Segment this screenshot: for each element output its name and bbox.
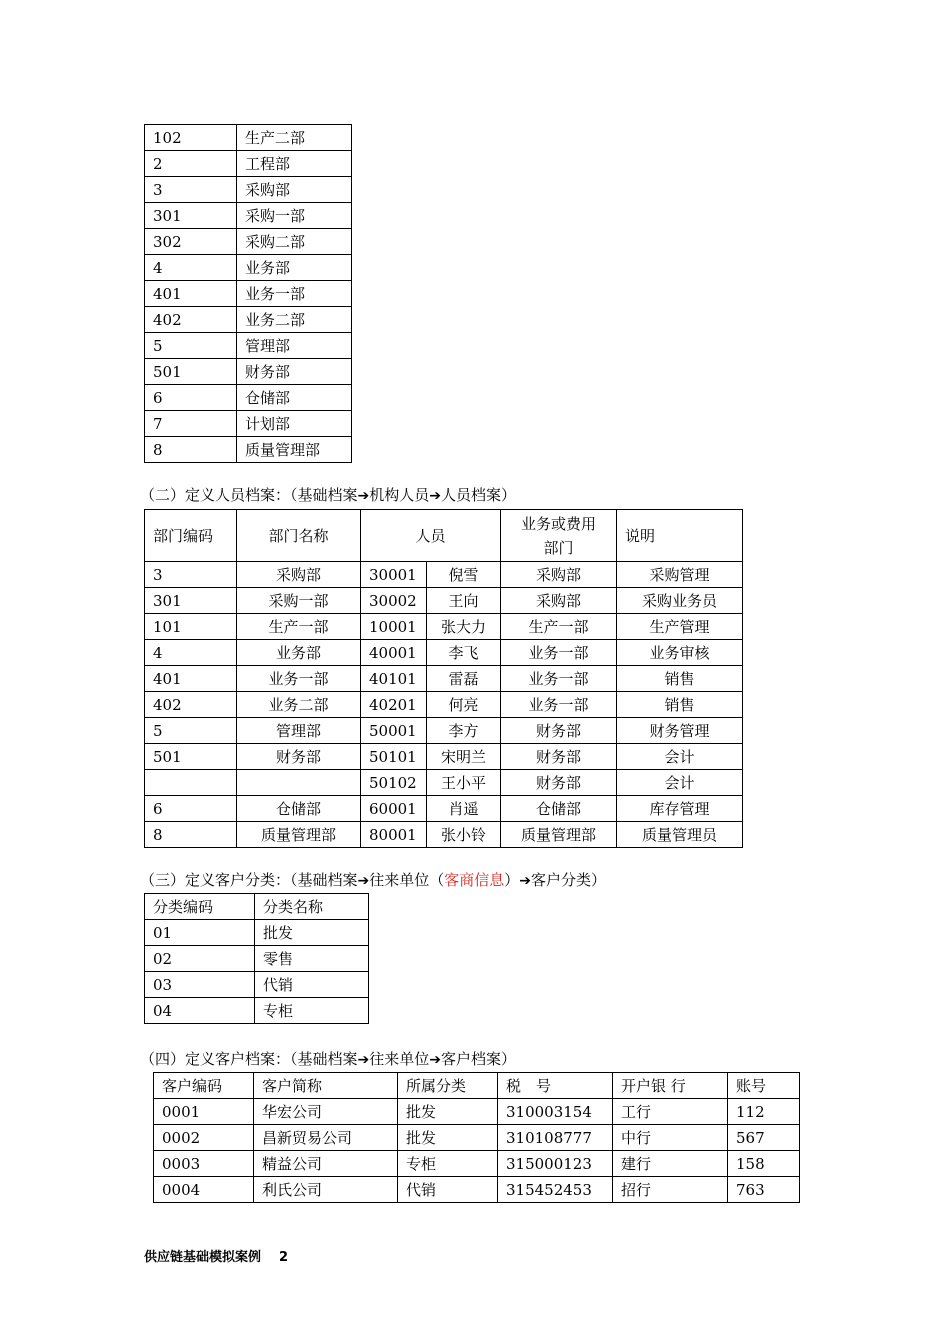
table-row <box>145 255 352 281</box>
table-cell: 401 <box>145 281 237 307</box>
table-cell: 5 <box>145 333 237 359</box>
table-cell: 建行 <box>613 1151 728 1177</box>
page-number: 2 <box>279 1250 289 1265</box>
table-cell: 中行 <box>613 1125 728 1151</box>
table-cell: 50102 <box>361 770 427 796</box>
table-row <box>154 1151 800 1177</box>
department-table <box>144 124 352 463</box>
table-cell: 财务部 <box>237 359 352 385</box>
table-cell: 315452453 <box>498 1177 613 1203</box>
section-3-heading: （三）定义客户分类：（基础档案➔往来单位（客商信息）➔客户分类） <box>140 871 607 889</box>
table-row <box>145 640 743 666</box>
table-row <box>154 1125 800 1151</box>
table-cell: 310108777 <box>498 1125 613 1151</box>
table-cell: 0001 <box>154 1099 254 1125</box>
table-row <box>145 718 743 744</box>
table-cell: 采购部 <box>501 588 617 614</box>
table-cell: 业务部 <box>237 255 352 281</box>
table-cell: 采购业务员 <box>617 588 743 614</box>
table-cell: 专柜 <box>255 998 369 1024</box>
personnel-table <box>144 509 743 848</box>
table-row <box>145 359 352 385</box>
table-cell: 40201 <box>361 692 427 718</box>
table-cell: 计划部 <box>237 411 352 437</box>
table-cell: 业务一部 <box>501 666 617 692</box>
table-cell: 112 <box>728 1099 800 1125</box>
table-cell: 精益公司 <box>254 1151 398 1177</box>
table-cell: 质量管理部 <box>501 822 617 848</box>
table-cell <box>237 770 361 796</box>
table-cell: 代销 <box>398 1177 498 1203</box>
table-cell: 0004 <box>154 1177 254 1203</box>
table-cell: 315000123 <box>498 1151 613 1177</box>
table-cell: 501 <box>145 744 237 770</box>
highlighted-text: 客商信息 <box>444 871 505 889</box>
table-cell: 会计 <box>617 770 743 796</box>
table-row <box>145 203 352 229</box>
table-cell: 0002 <box>154 1125 254 1151</box>
table-cell: 仓储部 <box>501 796 617 822</box>
table-row <box>145 998 369 1024</box>
table-cell: 采购部 <box>237 562 361 588</box>
table-cell: 501 <box>145 359 237 385</box>
table-cell: 01 <box>145 920 255 946</box>
table-cell: 40001 <box>361 640 427 666</box>
table-cell: 会计 <box>617 744 743 770</box>
table-row <box>145 770 743 796</box>
table-cell: 零售 <box>255 946 369 972</box>
table-cell: 仓储部 <box>237 385 352 411</box>
table-row <box>145 588 743 614</box>
section-4-heading: （四）定义客户档案：（基础档案➔往来单位➔客户档案） <box>140 1050 517 1068</box>
table-cell: 02 <box>145 946 255 972</box>
table-cell: 30002 <box>361 588 427 614</box>
table-cell: 生产二部 <box>237 125 352 151</box>
table-row <box>145 385 352 411</box>
table-row <box>145 692 743 718</box>
table-cell: 采购一部 <box>237 203 352 229</box>
table-row <box>145 562 743 588</box>
table-row <box>145 281 352 307</box>
table-cell: 采购部 <box>237 177 352 203</box>
table-cell: 销售 <box>617 692 743 718</box>
table-cell: 业务一部 <box>501 640 617 666</box>
header-cell: 账号 <box>728 1073 800 1099</box>
table-cell: 6 <box>145 796 237 822</box>
table-header-row <box>145 894 369 920</box>
table-row <box>154 1177 800 1203</box>
table-cell: 华宏公司 <box>254 1099 398 1125</box>
table-cell: 昌新贸易公司 <box>254 1125 398 1151</box>
arrow-icon: ➔ <box>429 1052 441 1068</box>
table-cell: 代销 <box>255 972 369 998</box>
table-cell: 张小铃 <box>427 822 501 848</box>
table-cell: 0003 <box>154 1151 254 1177</box>
arrow-icon: ➔ <box>357 873 370 889</box>
table-cell: 批发 <box>398 1099 498 1125</box>
header-dept-code: 部门编码 <box>145 510 237 562</box>
table-cell: 利氏公司 <box>254 1177 398 1203</box>
table-cell: 财务部 <box>237 744 361 770</box>
table-row <box>145 437 352 463</box>
table-cell: 8 <box>145 822 237 848</box>
table-row <box>145 151 352 177</box>
header-cell: 分类名称 <box>255 894 369 920</box>
table-cell: 30001 <box>361 562 427 588</box>
table-cell: 批发 <box>255 920 369 946</box>
customer-category-table <box>144 893 369 1024</box>
header-person: 人员 <box>361 510 501 562</box>
table-cell: 质量管理部 <box>237 822 361 848</box>
header-cell: 税 号 <box>498 1073 613 1099</box>
table-cell: 业务二部 <box>237 692 361 718</box>
table-cell: 3 <box>145 177 237 203</box>
table-cell: 101 <box>145 614 237 640</box>
table-cell: 6 <box>145 385 237 411</box>
table-cell: 567 <box>728 1125 800 1151</box>
table-cell: 763 <box>728 1177 800 1203</box>
table-cell: 生产管理 <box>617 614 743 640</box>
table-row <box>145 744 743 770</box>
table-cell: 5 <box>145 718 237 744</box>
customer-table <box>153 1072 800 1203</box>
table-cell: 业务审核 <box>617 640 743 666</box>
table-row <box>145 125 352 151</box>
table-cell: 50001 <box>361 718 427 744</box>
table-row <box>145 614 743 640</box>
table-cell: 专柜 <box>398 1151 498 1177</box>
table-cell: 4 <box>145 640 237 666</box>
table-cell: 7 <box>145 411 237 437</box>
table-cell: 王小平 <box>427 770 501 796</box>
header-note: 说明 <box>617 510 743 562</box>
table-cell: 采购部 <box>501 562 617 588</box>
table-cell: 张大力 <box>427 614 501 640</box>
table-cell: 管理部 <box>237 718 361 744</box>
header-biz-dept: 业务或费用 部门 <box>501 510 617 562</box>
table-header-row <box>154 1073 800 1099</box>
table-cell: 业务一部 <box>501 692 617 718</box>
arrow-icon: ➔ <box>357 1052 370 1068</box>
table-cell: 招行 <box>613 1177 728 1203</box>
table-cell: 质量管理员 <box>617 822 743 848</box>
table-cell: 3 <box>145 562 237 588</box>
table-cell: 业务部 <box>237 640 361 666</box>
table-cell: 采购二部 <box>237 229 352 255</box>
table-cell: 库存管理 <box>617 796 743 822</box>
table-cell: 158 <box>728 1151 800 1177</box>
table-cell: 肖遥 <box>427 796 501 822</box>
table-header-row <box>145 510 743 562</box>
table-cell: 王向 <box>427 588 501 614</box>
page-footer <box>144 1246 288 1265</box>
table-row <box>145 822 743 848</box>
table-cell: 301 <box>145 203 237 229</box>
table-cell: 301 <box>145 588 237 614</box>
table-cell: 50101 <box>361 744 427 770</box>
table-cell: 财务部 <box>501 744 617 770</box>
table-row <box>145 333 352 359</box>
table-cell: 业务一部 <box>237 666 361 692</box>
table-cell: 倪雪 <box>427 562 501 588</box>
table-cell: 102 <box>145 125 237 151</box>
table-cell: 销售 <box>617 666 743 692</box>
table-cell: 302 <box>145 229 237 255</box>
table-row <box>145 796 743 822</box>
table-row <box>154 1099 800 1125</box>
footer-title: 供应链基础模拟案例 <box>144 1250 262 1265</box>
table-cell: 采购管理 <box>617 562 743 588</box>
table-cell: 402 <box>145 307 237 333</box>
table-row <box>145 411 352 437</box>
table-cell: 03 <box>145 972 255 998</box>
table-cell: 401 <box>145 666 237 692</box>
table-cell <box>145 770 237 796</box>
table-row <box>145 666 743 692</box>
header-cell: 分类编码 <box>145 894 255 920</box>
table-cell: 批发 <box>398 1125 498 1151</box>
table-cell: 雷磊 <box>427 666 501 692</box>
table-row <box>145 229 352 255</box>
header-cell: 客户简称 <box>254 1073 398 1099</box>
table-cell: 2 <box>145 151 237 177</box>
header-cell: 开户银 行 <box>613 1073 728 1099</box>
table-cell: 业务一部 <box>237 281 352 307</box>
arrow-icon: ➔ <box>429 488 441 504</box>
table-cell: 工行 <box>613 1099 728 1125</box>
section-2-heading: （二）定义人员档案：（基础档案➔机构人员➔人员档案） <box>140 486 517 504</box>
table-cell: 采购一部 <box>237 588 361 614</box>
table-cell: 10001 <box>361 614 427 640</box>
table-row <box>145 307 352 333</box>
table-cell: 04 <box>145 998 255 1024</box>
table-cell: 310003154 <box>498 1099 613 1125</box>
table-cell: 4 <box>145 255 237 281</box>
table-cell: 何亮 <box>427 692 501 718</box>
table-cell: 生产一部 <box>501 614 617 640</box>
arrow-icon: ➔ <box>519 873 532 889</box>
arrow-icon: ➔ <box>357 488 370 504</box>
table-cell: 质量管理部 <box>237 437 352 463</box>
table-row <box>145 972 369 998</box>
table-cell: 财务部 <box>501 770 617 796</box>
table-cell: 60001 <box>361 796 427 822</box>
table-cell: 李飞 <box>427 640 501 666</box>
table-cell: 40101 <box>361 666 427 692</box>
table-cell: 80001 <box>361 822 427 848</box>
table-cell: 生产一部 <box>237 614 361 640</box>
table-cell: 管理部 <box>237 333 352 359</box>
table-cell: 402 <box>145 692 237 718</box>
table-cell: 宋明兰 <box>427 744 501 770</box>
table-row <box>145 920 369 946</box>
table-cell: 8 <box>145 437 237 463</box>
table-cell: 李方 <box>427 718 501 744</box>
table-cell: 财务管理 <box>617 718 743 744</box>
table-cell: 业务二部 <box>237 307 352 333</box>
table-cell: 财务部 <box>501 718 617 744</box>
header-dept-name: 部门名称 <box>237 510 361 562</box>
header-cell: 所属分类 <box>398 1073 498 1099</box>
header-cell: 客户编码 <box>154 1073 254 1099</box>
table-cell: 仓储部 <box>237 796 361 822</box>
table-cell: 工程部 <box>237 151 352 177</box>
table-row <box>145 177 352 203</box>
table-row <box>145 946 369 972</box>
